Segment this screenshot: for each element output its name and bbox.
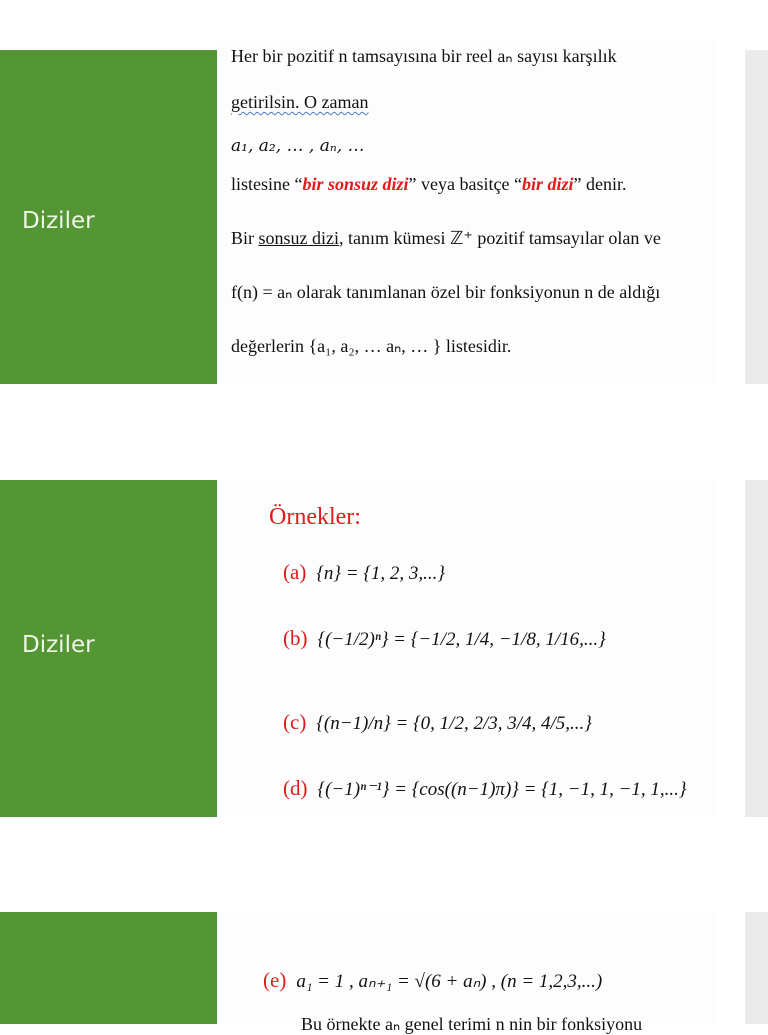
section-tab-label: Diziler <box>22 632 95 658</box>
section-tab <box>0 50 217 384</box>
text-line: f(n) = aₙ olarak tanımlanan özel bir fonksiyonun n de aldığı <box>231 282 661 302</box>
highlight-term: bir sonsuz dizi <box>302 174 409 194</box>
slide-1 <box>0 40 768 384</box>
text-line: Bu örnekte aₙ genel terimi n nin bir fonksiyonu <box>301 1014 643 1034</box>
side-strip <box>745 50 768 384</box>
math-sequence: a₁, a₂, … , aₙ, … <box>231 136 365 156</box>
side-strip <box>745 480 768 817</box>
slide-content <box>217 480 717 817</box>
section-tab <box>0 480 217 817</box>
examples-heading: Örnekler: <box>269 504 361 530</box>
section-tab <box>0 912 217 1024</box>
example-d <box>283 776 687 801</box>
text-span: Bir <box>231 228 259 248</box>
example-label: (c) <box>283 710 307 734</box>
spelling-underlined-text: getirilsin. O zaman <box>231 92 369 112</box>
text-line <box>231 174 626 195</box>
example-expression: {(−1/2)ⁿ} = {−1/2, 1/4, −1/8, 1/16,...} <box>317 629 606 650</box>
underlined-term: sonsuz dizi <box>258 228 340 248</box>
text-line <box>231 92 368 113</box>
example-b <box>283 626 606 651</box>
example-c <box>283 710 592 735</box>
text-span: ” veya basitçe “ <box>408 174 522 194</box>
text-span: listesine “ <box>231 174 303 194</box>
slide-2 <box>0 480 768 817</box>
text-line: Her bir pozitif n tamsayısına bir reel aₙ sayısı karşılık <box>231 46 617 66</box>
text-line <box>231 228 661 249</box>
example-label: (d) <box>283 776 308 800</box>
example-label: (e) <box>263 968 287 992</box>
text-span: , tanım kümesi ℤ⁺ pozitif tamsayılar olan ve <box>339 228 661 248</box>
slide-content <box>217 40 717 384</box>
text-span: ” denir. <box>573 174 627 194</box>
example-label: (a) <box>283 560 307 584</box>
side-strip <box>745 912 768 1024</box>
highlight-term: bir dizi <box>521 174 574 194</box>
example-expression: {(−1)ⁿ⁻¹} = {cos((n−1)π)} = {1, −1, 1, −1, 1,...} <box>317 779 687 800</box>
example-expression: a₁ = 1 , aₙ₊₁ = √(6 + aₙ) , (n = 1,2,3,...) <box>296 971 603 992</box>
example-label: (b) <box>283 626 308 650</box>
slide-3 <box>0 912 768 1034</box>
text-line: değerlerin {a₁, a₂, … aₙ, … } listesidir. <box>231 336 512 356</box>
example-expression: {(n−1)/n} = {0, 1/2, 2/3, 3/4, 4/5,...} <box>316 713 592 734</box>
example-e <box>263 968 602 993</box>
section-tab-label: Diziler <box>22 208 95 234</box>
example-expression: {n} = {1, 2, 3,...} <box>316 563 446 584</box>
slide-content <box>217 912 717 1034</box>
example-a <box>283 560 445 585</box>
